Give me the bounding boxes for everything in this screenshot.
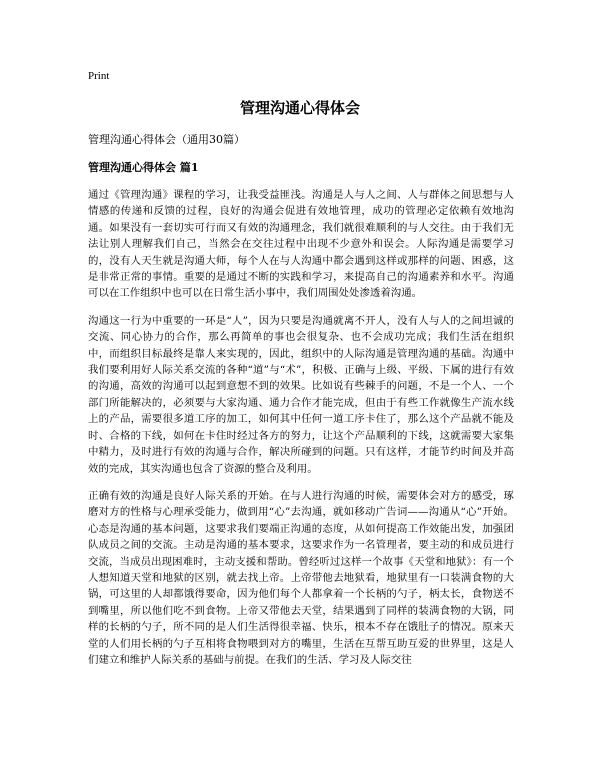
print-label: Print — [88, 70, 110, 82]
document-subtitle: 管理沟通心得体会（通用30篇） — [88, 133, 245, 146]
paragraph-1: 通过《管理沟通》课程的学习，让我受益匪浅。沟通是人与人之间、人与群体之间思想与人情感的传递和反馈的过程，良好的沟通会促进有效地管理，成功的管理必定依赖有效地沟通。如果没有一套切实可行而又有效的沟通理念，我们就很难顺利的与人交往。由于我们无法让别人理解我们自己，当然会在交往过程中出现不少意外和误会。人际沟通是需要学习的，没有人天生就是沟通大师，每个人在与人沟通中都会遇到这样或那样的问题、困惑，这是非常正常的事情。重要的是通过不断的实践和学习，来提高自己的沟通素养和水平。沟通可以在工作组织中也可以在日常生活小事中，我们周围处处渗透着沟通。 — [88, 189, 514, 300]
paragraph-2: 沟通这一行为中重要的一环是“人”，因为只要是沟通就离不开人，没有人与人的之间坦诚的交流、同心协力的合作，那么再简单的事也会很复杂、也不会成功完成；我们生活在组织中，而组织目标最终是靠人来实现的，因此，组织中的人际沟通是管理沟通的基础。沟通中我们要利用好人际关系交流的各种“道”与“术”，积极、正确与上级、平级、下属的进行有效的沟通，高效的沟通可以起到意想不到的效果。比如说有些棘手的问题，不是一个人、一个部门所能解决的，必须要与大家沟通、通力合作才能完成，但由于有些工作就像生产流水线上的产品，需要很多道工序的加工，如何其中任何一道工序卡住了，那么这个产品就不能及时、合格的下线，如何在卡住时经过各方的努力，让这个产品顺利的下线，这就需要大家集中精力，及时进行有效的沟通与合作，解决所碰到的问题。只有这样，才能节约时间及并高效的完成，其实沟通也包含了资源的整合及利用。 — [88, 314, 514, 475]
paragraph-3: 正确有效的沟通是良好人际关系的开始。在与人进行沟通的时候，需要体会对方的感受，琢磨对方的性格与心理承受能力，做到用“心”去沟通，就如移动广告词——沟通从“心”开始。心态是沟通的基本问题，这要求我们要端正沟通的态度，从如何提高工作效能出发，加强团队成员之间的交流。主动是沟通的基本要求，这要求作为一名管理者，要主动的和成员进行交流，当成员出现困难时，主动支援和帮助。曾经听过这样一个故事《天堂和地狱》：有一个人想知道天堂和地狱的区别，就去找上帝。上帝带他去地狱看，地狱里有一口装满食物的大锅，可这里的人却都饿得要命，因为他们每个人都拿着一个长柄的勺子，柄太长，食物送不到嘴里，所以他们吃不到食物。上帝又带他去天堂，结果遇到了同样的装满食物的大锅，同样的长柄的勺子，所不同的是人们生活得很幸福、快乐，根本不存在饿肚子的情况。原来天堂的人们用长柄的勺子互相将食物喂到对方的嘴里，生活在互帮互助互爱的世界里，这是人们建立和维护人际关系的基础与前提。在我们的生活、学习及人际交往 — [88, 489, 514, 666]
section-heading: 管理沟通心得体会 篇1 — [88, 161, 199, 174]
document-title: 管理沟通心得体会 — [239, 99, 360, 117]
body-text — [88, 187, 514, 679]
